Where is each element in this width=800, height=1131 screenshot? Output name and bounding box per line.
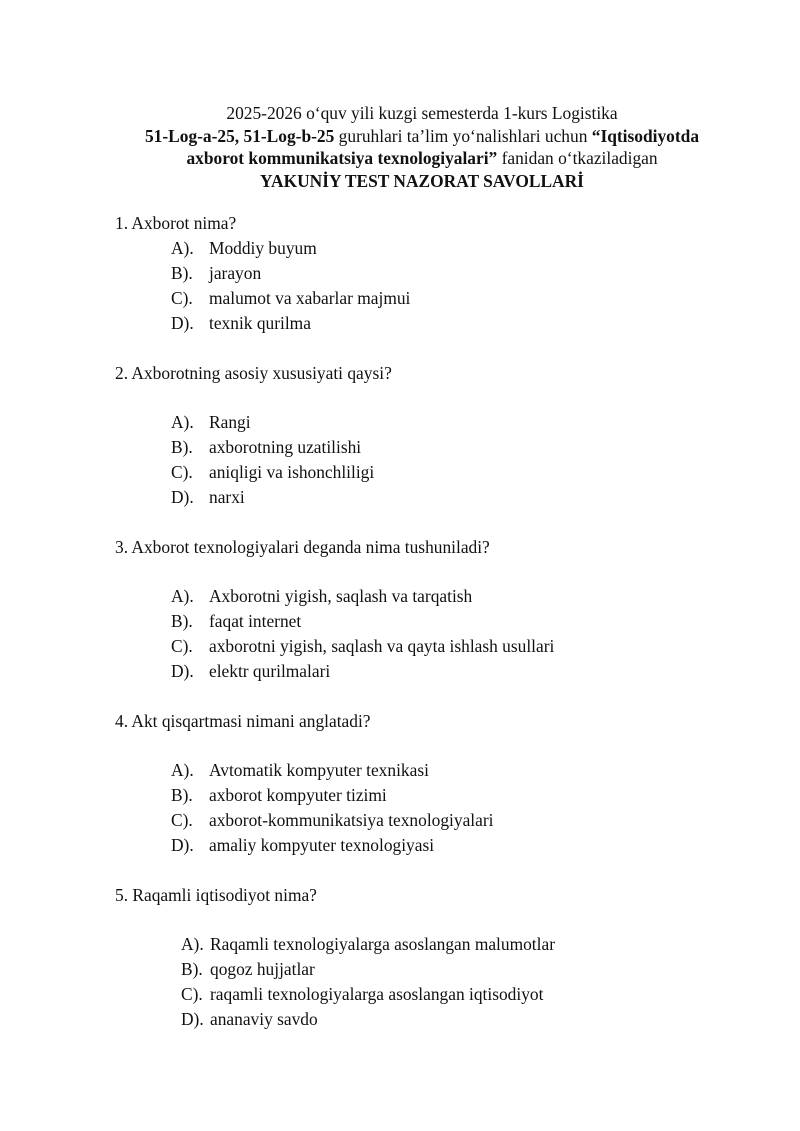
option-letter: D). — [171, 835, 194, 855]
subject-title-start: “Iqtisodiyotda — [591, 125, 700, 146]
option-letter: A). — [171, 412, 194, 432]
option-text: raqamli texnologiyalarga asoslangan iqtisodiyot — [210, 984, 544, 1004]
question-4: 4. Akt qisqartmasi nimani anglatadi? — [115, 711, 371, 731]
header-line-2-text: guruhlari ta’lim yo‘nalishlari uchun — [334, 125, 592, 146]
option-text: Rangi — [209, 412, 251, 432]
option-text: texnik qurilma — [209, 313, 311, 333]
option-letter: B). — [171, 437, 193, 457]
document-header — [0, 102, 800, 192]
subject-title-end: axborot kommunikatsiya texnologiyalari” — [186, 148, 498, 168]
option-letter: A). — [181, 934, 204, 954]
question-3: 3. Axborot texnologiyalari deganda nima tushuniladi? — [115, 537, 490, 557]
group-codes: 51-Log-a-25, 51-Log-b-25 — [144, 125, 335, 146]
option-text: qogoz hujjatlar — [210, 959, 315, 979]
option-letter: A). — [171, 238, 194, 258]
option-letter: C). — [181, 984, 203, 1004]
document-title: YAKUNİY TEST NAZORAT SAVOLLARİ — [260, 170, 584, 191]
option-text: axborot kompyuter tizimi — [209, 785, 387, 805]
option-letter: B). — [171, 611, 193, 631]
option-letter: D). — [171, 313, 194, 333]
header-line-2 — [0, 125, 800, 148]
option-letter: B). — [181, 959, 203, 979]
option-text: Avtomatik kompyuter texnikasi — [209, 760, 429, 780]
option-letter: C). — [171, 636, 193, 656]
question-5: 5. Raqamli iqtisodiyot nima? — [115, 885, 317, 905]
option-text: malumot va xabarlar majmui — [209, 288, 411, 308]
option-text: Axborotni yigish, saqlash va tarqatish — [209, 586, 473, 606]
header-line-3-text: fanidan o‘tkaziladigan — [497, 148, 658, 168]
option-text: Raqamli texnologiyalarga asoslangan malumotlar — [210, 934, 555, 954]
header-line-1: 2025-2026 o‘quv yili kuzgi semesterda 1-kurs Logistika — [226, 103, 618, 123]
option-letter: B). — [171, 785, 193, 805]
option-letter: C). — [171, 288, 193, 308]
option-text: aniqligi va ishonchliligi — [209, 462, 375, 482]
option-letter: D). — [171, 487, 194, 507]
option-text: axborotning uzatilishi — [209, 437, 362, 457]
option-text: narxi — [209, 487, 245, 507]
option-text: faqat internet — [209, 611, 302, 631]
option-letter: B). — [171, 263, 193, 283]
option-text: axborot-kommunikatsiya texnologiyalari — [209, 810, 494, 830]
option-letter: C). — [171, 462, 193, 482]
option-letter: D). — [181, 1009, 204, 1029]
option-letter: C). — [171, 810, 193, 830]
option-letter: A). — [171, 760, 194, 780]
option-letter: A). — [171, 586, 194, 606]
option-text: axborotni yigish, saqlash va qayta ishlash usullari — [209, 636, 555, 656]
option-text: amaliy kompyuter texnologiyasi — [209, 835, 435, 855]
header-line-3 — [0, 147, 800, 170]
question-2: 2. Axborotning asosiy xususiyati qaysi? — [115, 363, 392, 383]
option-text: ananaviy savdo — [210, 1009, 318, 1029]
question-1: 1. Axborot nima? — [115, 213, 237, 233]
option-letter: D). — [171, 661, 194, 681]
option-text: elektr qurilmalari — [209, 661, 331, 681]
option-text: Moddiy buyum — [209, 238, 317, 258]
option-text: jarayon — [209, 263, 262, 283]
